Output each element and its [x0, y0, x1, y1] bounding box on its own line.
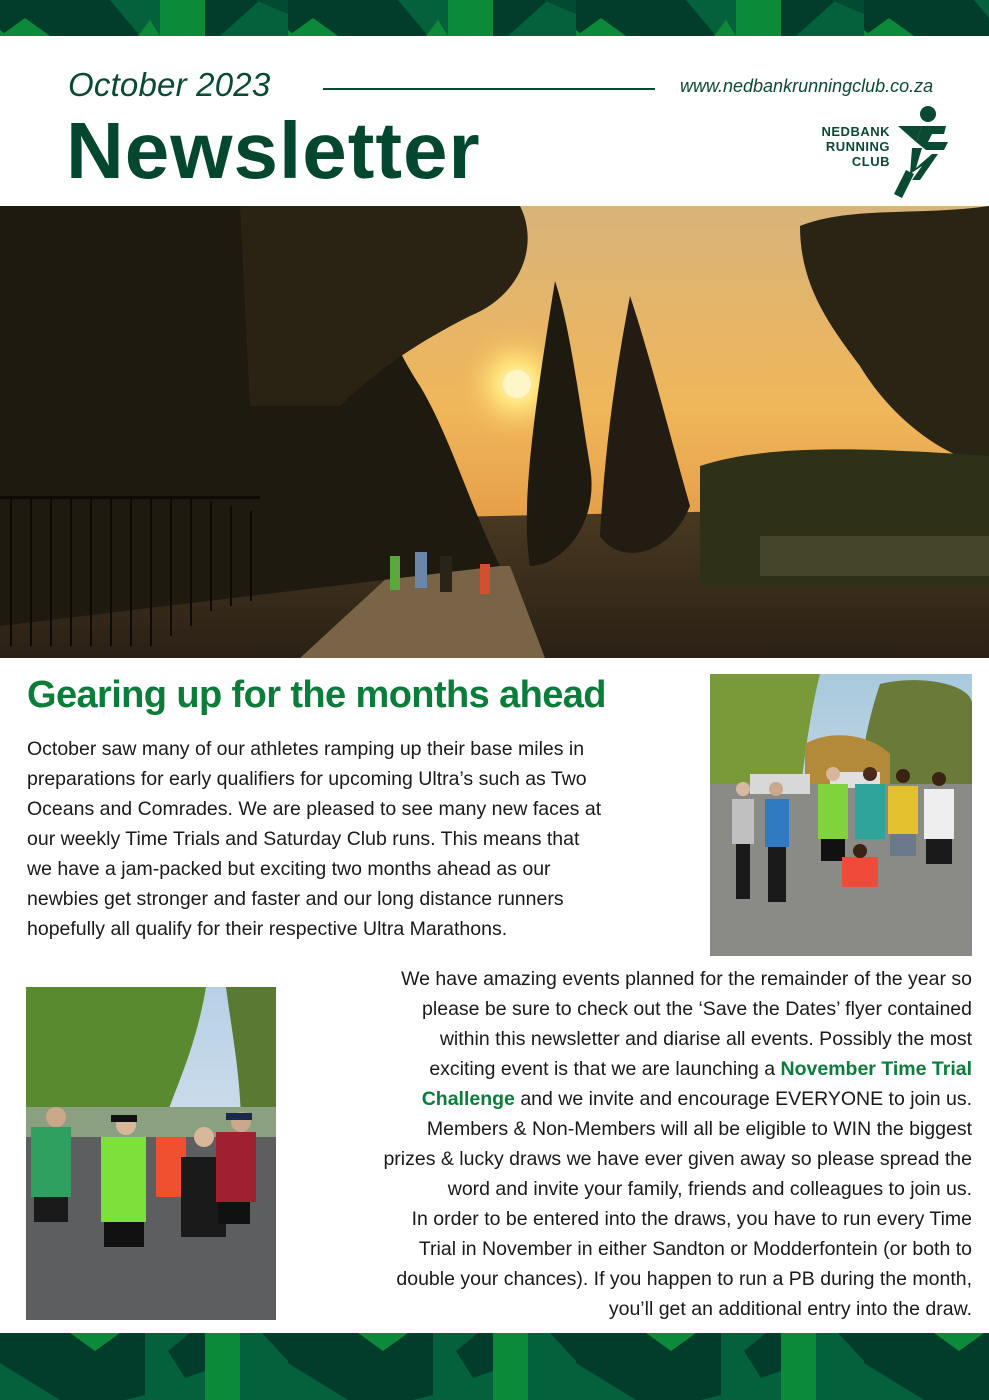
runners-photo [26, 987, 276, 1320]
hero-image [0, 206, 989, 658]
paragraph-line: please be sure to check out the ‘Save the Dates’ flyer contained [422, 998, 972, 1020]
logo-line-1: NEDBANK [821, 124, 890, 139]
logo-line-2: RUNNING [825, 139, 890, 154]
paragraph-line: We have amazing events planned for the remainder of the year so [401, 968, 972, 990]
group-photo [710, 674, 972, 956]
paragraph-text: and we invite and encourage EVERYONE to join us. [514, 1088, 972, 1110]
club-run-photo [26, 987, 276, 1320]
paragraph-line: you’ll get an additional entry into the draw. [608, 1298, 972, 1320]
paragraph-line: within this newsletter and diarise all events. Possibly the most [439, 1028, 972, 1050]
paragraph-line: Oceans and Comrades. We are pleased to see many new faces at [27, 798, 602, 820]
website-link[interactable]: www.nedbankrunningclub.co.za [680, 76, 934, 96]
page-title: Newsletter [66, 106, 481, 195]
article-paragraph-1 [27, 734, 699, 944]
paragraph-line: newbies get stronger and faster and our long distance runners [27, 888, 564, 910]
paragraph-line: preparations for early qualifiers for upcoming Ultra’s such as Two [27, 768, 587, 790]
paragraph-line: double your chances). If you happen to run a PB during the month, [396, 1268, 972, 1290]
paragraph-line: Trial in November in either Sandton or Modderfontein (or both to [418, 1238, 972, 1260]
paragraph-line: our weekly Time Trials and Saturday Club runs. This means that [27, 828, 580, 850]
article-paragraph-2 [282, 964, 972, 1324]
logo-line-3: CLUB [851, 154, 890, 169]
challenge-highlight: November Time Trial [780, 1058, 972, 1080]
paragraph-line: In order to be entered into the draws, you have to run every Time [411, 1208, 972, 1230]
paragraph-line: October saw many of our athletes ramping up their base miles in [27, 738, 585, 760]
top-decorative-band [0, 0, 989, 36]
logo-wordmark [822, 124, 891, 169]
club-logo [800, 104, 960, 200]
issue-month: October 2023 [68, 66, 271, 103]
paragraph-line: Members & Non-Members will all be eligible to WIN the biggest [426, 1118, 972, 1140]
runner-logo-icon [892, 104, 960, 200]
header-divider [323, 88, 655, 90]
bottom-decorative-band [0, 1333, 989, 1400]
paragraph-line: hopefully all qualify for their respective Ultra Marathons. [27, 918, 508, 940]
challenge-highlight: Challenge [421, 1088, 515, 1110]
sunset-road-photo [0, 206, 989, 658]
paragraph-text: exciting event is that we are launching a [429, 1058, 781, 1080]
paragraph-line: we have a jam-packed but exciting two months ahead as our [27, 858, 551, 880]
paragraph-line [282, 1084, 972, 1114]
paragraph-line: word and invite your family, friends and colleagues to join us. [447, 1178, 972, 1200]
group-runners-photo [710, 674, 972, 956]
paragraph-line: prizes & lucky draws we have ever given away so please spread the [383, 1148, 972, 1170]
article-heading: Gearing up for the months ahead [27, 674, 606, 716]
paragraph-line [282, 1054, 972, 1084]
